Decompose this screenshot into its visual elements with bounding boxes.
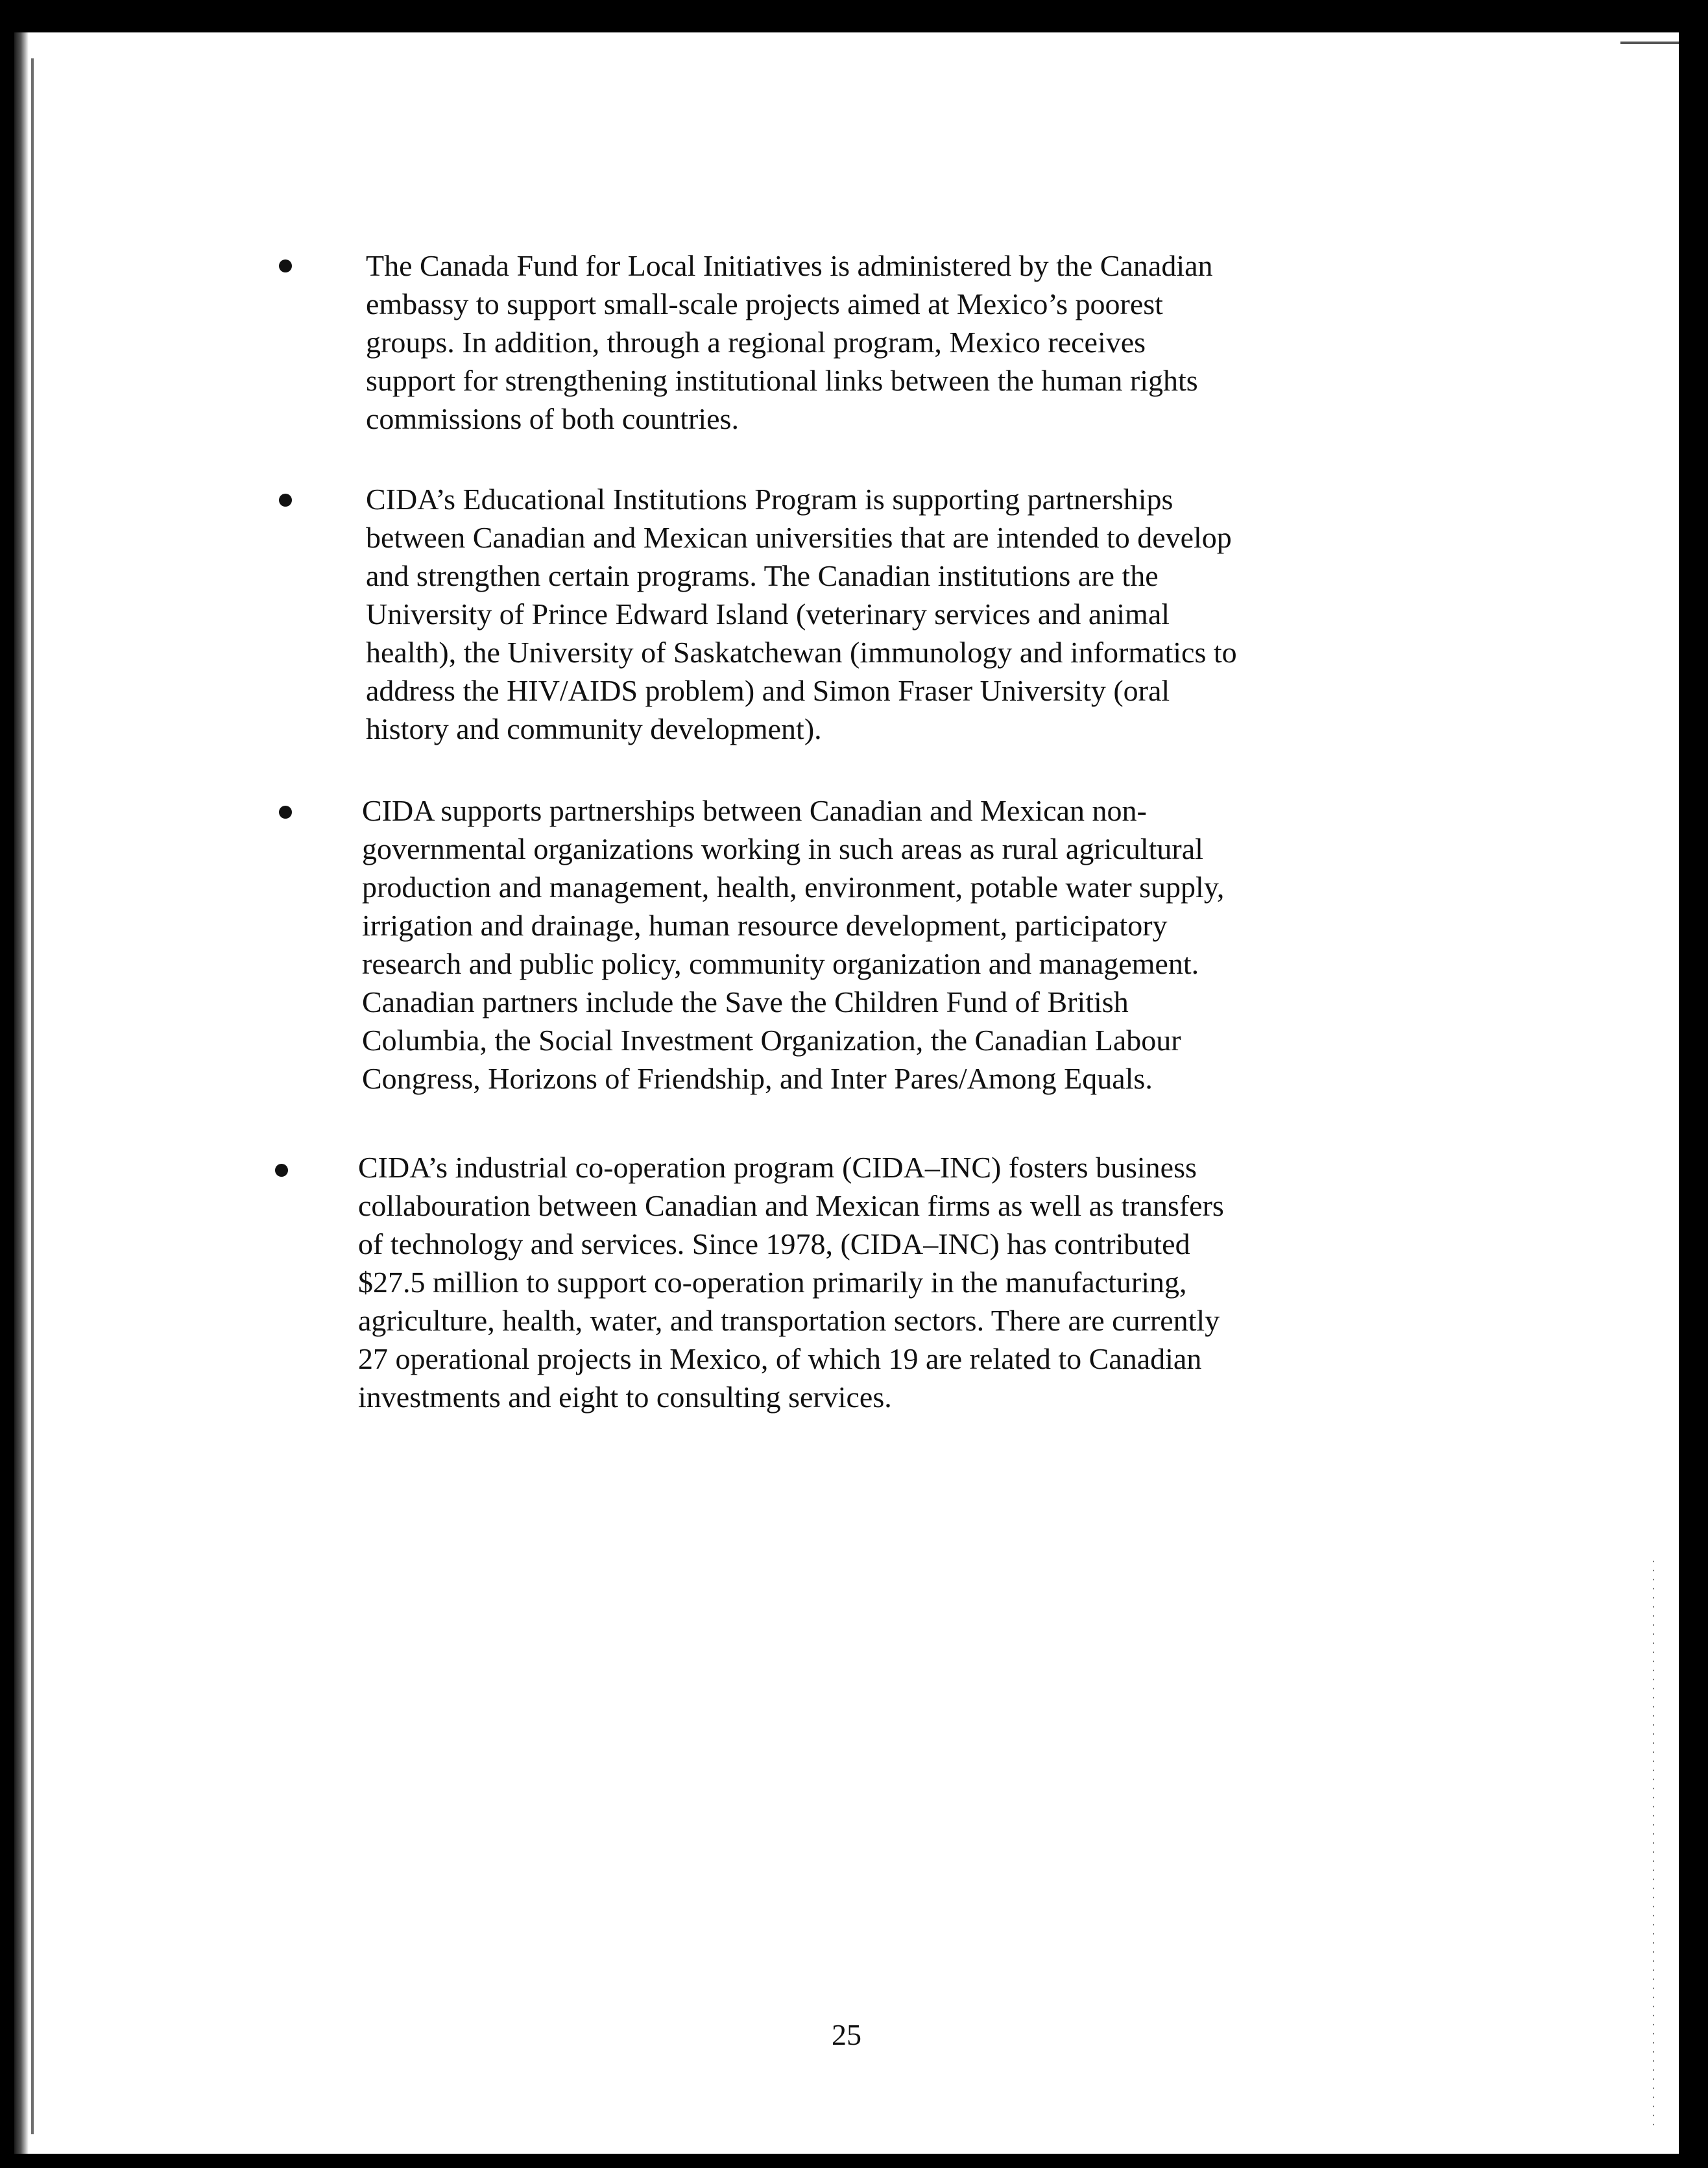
text-line: collabouration between Canadian and Mexican firms as well as transfers [358,1189,1224,1222]
text-line: Canadian partners include the Save the Children Fund of British [362,985,1129,1018]
text-line: governmental organizations working in such areas as rural agricultural [362,832,1203,865]
scan-corner-mark [1620,42,1679,44]
text-line: between Canadian and Mexican universities that are intended to develop [366,521,1232,554]
bullet-dot [279,259,292,272]
bullet-paragraph [366,247,1352,438]
text-line: agriculture, health, water, and transportation sectors. There are currently [358,1304,1220,1337]
text-line: embassy to support small-scale projects aimed at Mexico’s poorest [366,287,1163,320]
bullet-paragraph [362,791,1348,1098]
scan-binding-line [31,58,34,2134]
bullet-dot [279,806,292,819]
text-line: University of Prince Edward Island (veterinary services and animal [366,597,1170,631]
bullet-dot [279,494,292,507]
text-line: CIDA supports partnerships between Canadian and Mexican non- [362,794,1147,827]
scan-binding-edge [14,32,29,2154]
text-line: Columbia, the Social Investment Organization, the Canadian Labour [362,1024,1181,1057]
text-line: The Canada Fund for Local Initiatives is administered by the Canadian [366,249,1213,282]
text-line: address the HIV/AIDS problem) and Simon Fraser University (oral [366,674,1170,707]
text-line: support for strengthening institutional links between the human rights [366,364,1198,397]
text-line: CIDA’s Educational Institutions Program is supporting partnerships [366,483,1173,516]
text-line: Congress, Horizons of Friendship, and Inter Pares/Among Equals. [362,1062,1153,1095]
text-line: of technology and services. Since 1978, (CIDA–INC) has contributed [358,1227,1190,1260]
text-line: health), the University of Saskatchewan (immunology and informatics to [366,636,1237,669]
document-page [14,32,1679,2154]
text-line: history and community development). [366,712,822,745]
page-number: 25 [832,2018,861,2051]
bullet-paragraph [358,1148,1344,1416]
text-line: groups. In addition, through a regional program, Mexico receives [366,326,1146,359]
text-line: investments and eight to consulting services. [358,1380,892,1414]
text-line: irrigation and drainage, human resource development, participatory [362,909,1168,942]
text-line: commissions of both countries. [366,402,739,435]
text-line: CIDA’s industrial co-operation program (CIDA–INC) fosters business [358,1151,1197,1184]
text-line: 27 operational projects in Mexico, of which 19 are related to Canadian [358,1342,1202,1375]
text-line: $27.5 million to support co-operation primarily in the manufacturing, [358,1266,1187,1299]
bullet-paragraph [366,480,1352,748]
text-line: production and management, health, environment, potable water supply, [362,871,1225,904]
text-line: research and public policy, community organization and management. [362,947,1199,980]
bullet-dot [275,1164,288,1177]
text-line: and strengthen certain programs. The Canadian institutions are the [366,559,1159,592]
